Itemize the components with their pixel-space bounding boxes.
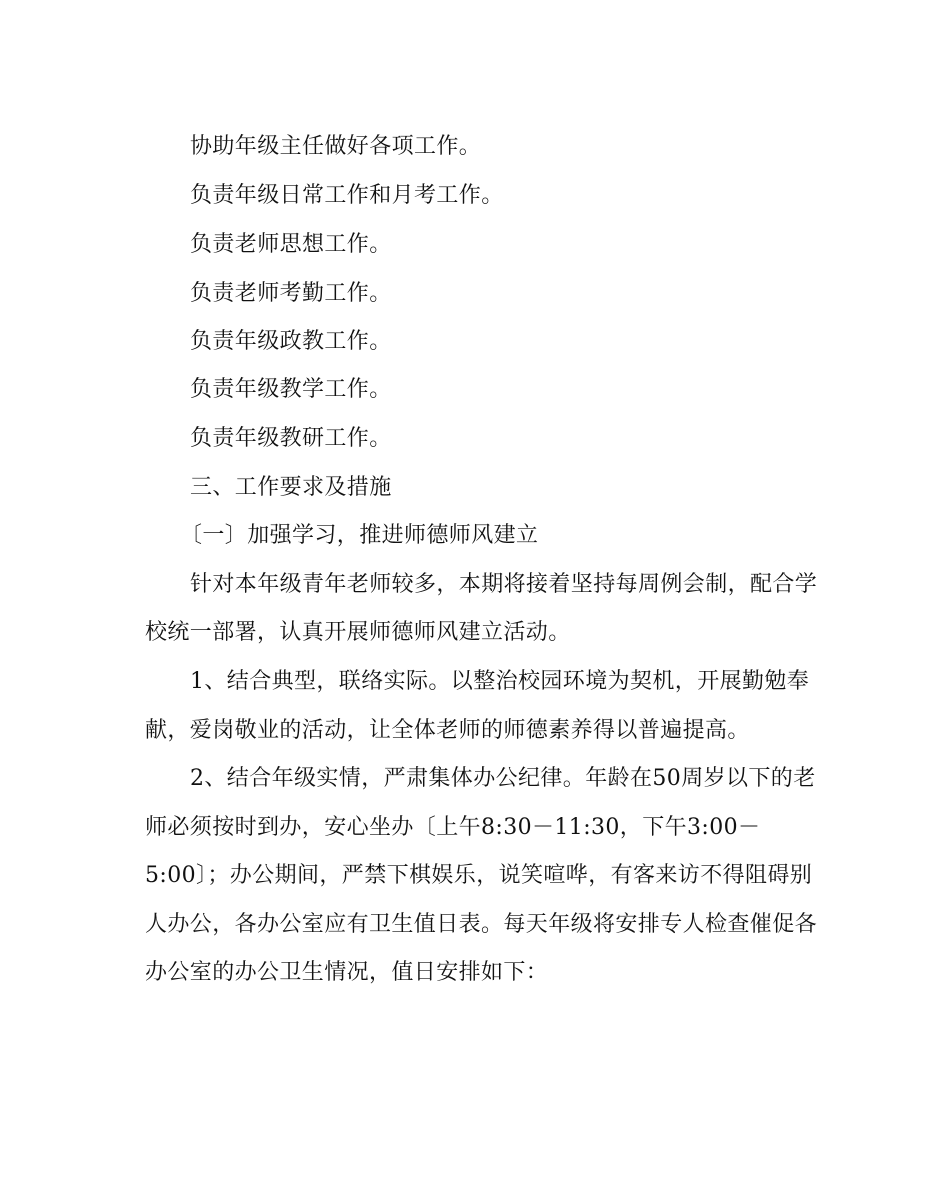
text-line: 负责年级政教工作。	[190, 329, 392, 354]
paragraph-line: 师必须按时到办，安心坐办〔上午8:30－11:30，下午3:00－	[145, 815, 761, 840]
text-line: 协助年级主任做好各项工作。	[190, 134, 482, 159]
paragraph-line: 办公室的办公卫生情况，值日安排如下：	[145, 960, 549, 985]
subsection-heading: 〔一〕加强学习，推进师德师风建立	[180, 523, 539, 548]
paragraph-line: 献，爱岗敬业的活动，让全体老师的师德素养得以普遍提高。	[145, 718, 750, 743]
text-line: 负责老师思想工作。	[190, 232, 392, 257]
text-line: 负责年级教学工作。	[190, 377, 392, 402]
text-line: 负责年级日常工作和月考工作。	[190, 183, 504, 208]
paragraph-line: 人办公，各办公室应有卫生值日表。每天年级将安排专人检查催促各	[145, 912, 818, 937]
paragraph-line: 1、结合典型，联络实际。以整治校园环境为契机，开展勤勉奉	[190, 669, 810, 694]
paragraph-line: 针对本年级青年老师较多，本期将接着坚持每周例会制，配合学	[190, 572, 818, 597]
paragraph-line: 2、结合年级实情，严肃集体办公纪律。年龄在50周岁以下的老	[190, 766, 816, 791]
section-heading: 三、工作要求及措施	[190, 475, 392, 500]
text-line: 负责老师考勤工作。	[190, 281, 392, 306]
paragraph-line: 校统一部署，认真开展师德师风建立活动。	[145, 620, 571, 645]
paragraph-line: 5:00〕；办公期间，严禁下棋娱乐，说笑喧哗，有客来访不得阻碍别	[145, 863, 813, 888]
text-line: 负责年级教研工作。	[190, 426, 392, 451]
